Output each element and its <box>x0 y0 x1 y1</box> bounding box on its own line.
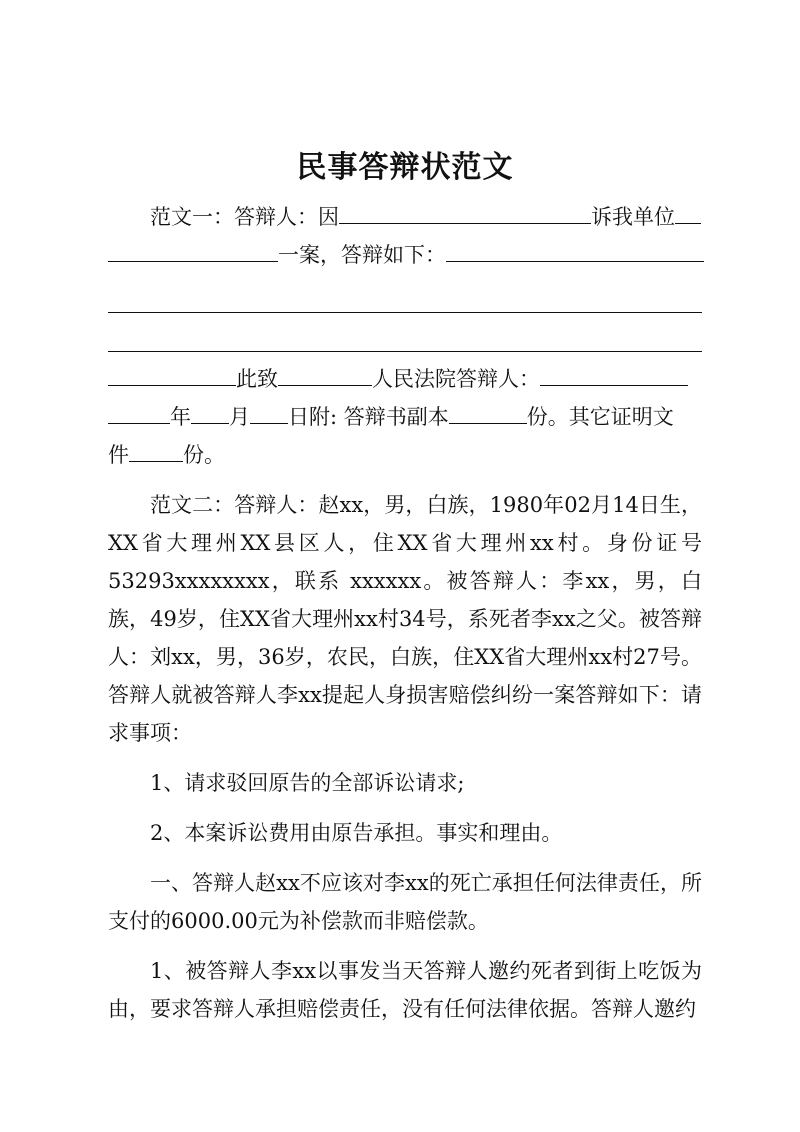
blank-copies <box>449 399 527 424</box>
reason-point-1: 一、答辩人赵xx不应该对李xx的死亡承担任何法律责任，所支付的6000.00元为补偿款而非赔偿款。 <box>108 871 702 933</box>
sample1-text-1: 范文一：答辩人：因 <box>150 205 339 229</box>
sample1-line4 <box>108 398 702 436</box>
blank-answer-end <box>108 361 236 386</box>
blank-unit-2 <box>108 237 278 262</box>
reason-point-1-1: 1、被答辩人李xx以事发当天答辩人邀约死者到街上吃饭为由，要求答辩人承担赔偿责任，没有任何法律依据。答辩人邀约 <box>108 959 702 1021</box>
year-text: 年 <box>170 405 191 429</box>
sample1-line2 <box>108 236 702 274</box>
blank-evidence <box>129 437 183 462</box>
sample1-text-6: 日附: 答辩书副本 <box>288 405 449 429</box>
sample1-text-2: 诉我单位 <box>591 205 675 229</box>
sample1-line3 <box>108 360 702 398</box>
sample1-text-5: 人民法院答辩人： <box>372 367 540 391</box>
blank-unit-1 <box>675 199 701 224</box>
document-title: 民事答辩状范文 <box>296 150 514 185</box>
sample1-text-7: 份。其它证明文 <box>526 405 674 429</box>
sample2-intro: 范文二：答辩人：赵xx，男，白族，1980年02月14日生，XX省大理州XX县区人，住XX省大理州xx村。身份证号53293xxxxxxxx，联系 xxxxxx。被答辩人：李xx，男，白族，49岁，住XX省大理州xx村34号，系死者李xx之父。被答辩人：刘xx，男，36岁，农民，白族，住XX省大理州xx村27号。答辩人就被答辩人李xx提起人身损害赔偿纠纷一案答辩如下：请求事项： <box>108 493 702 745</box>
request-item-1: 1、请求驳回原告的全部诉讼请求; <box>150 771 465 795</box>
sample1-line1 <box>108 198 702 236</box>
blank-month <box>191 399 229 424</box>
blank-answer-line-2 <box>108 323 702 352</box>
sample1-text-8: 件 <box>108 443 129 467</box>
blank-answer-1 <box>446 237 704 262</box>
month-text: 月 <box>229 405 250 429</box>
sample1-text-9: 份。 <box>183 443 225 467</box>
blank-respondent <box>540 361 688 386</box>
sample1-line5 <box>108 436 702 474</box>
blank-answer-line-1 <box>108 284 702 313</box>
blank-year <box>108 399 170 424</box>
request-item-2: 2、本案诉讼费用由原告承担。事实和理由。 <box>150 821 563 845</box>
blank-cause <box>339 199 591 224</box>
blank-day <box>250 399 288 424</box>
sample1-text-4: 此致 <box>236 367 278 391</box>
blank-court <box>278 361 372 386</box>
sample1-text-3: 一案，答辩如下： <box>278 243 446 267</box>
